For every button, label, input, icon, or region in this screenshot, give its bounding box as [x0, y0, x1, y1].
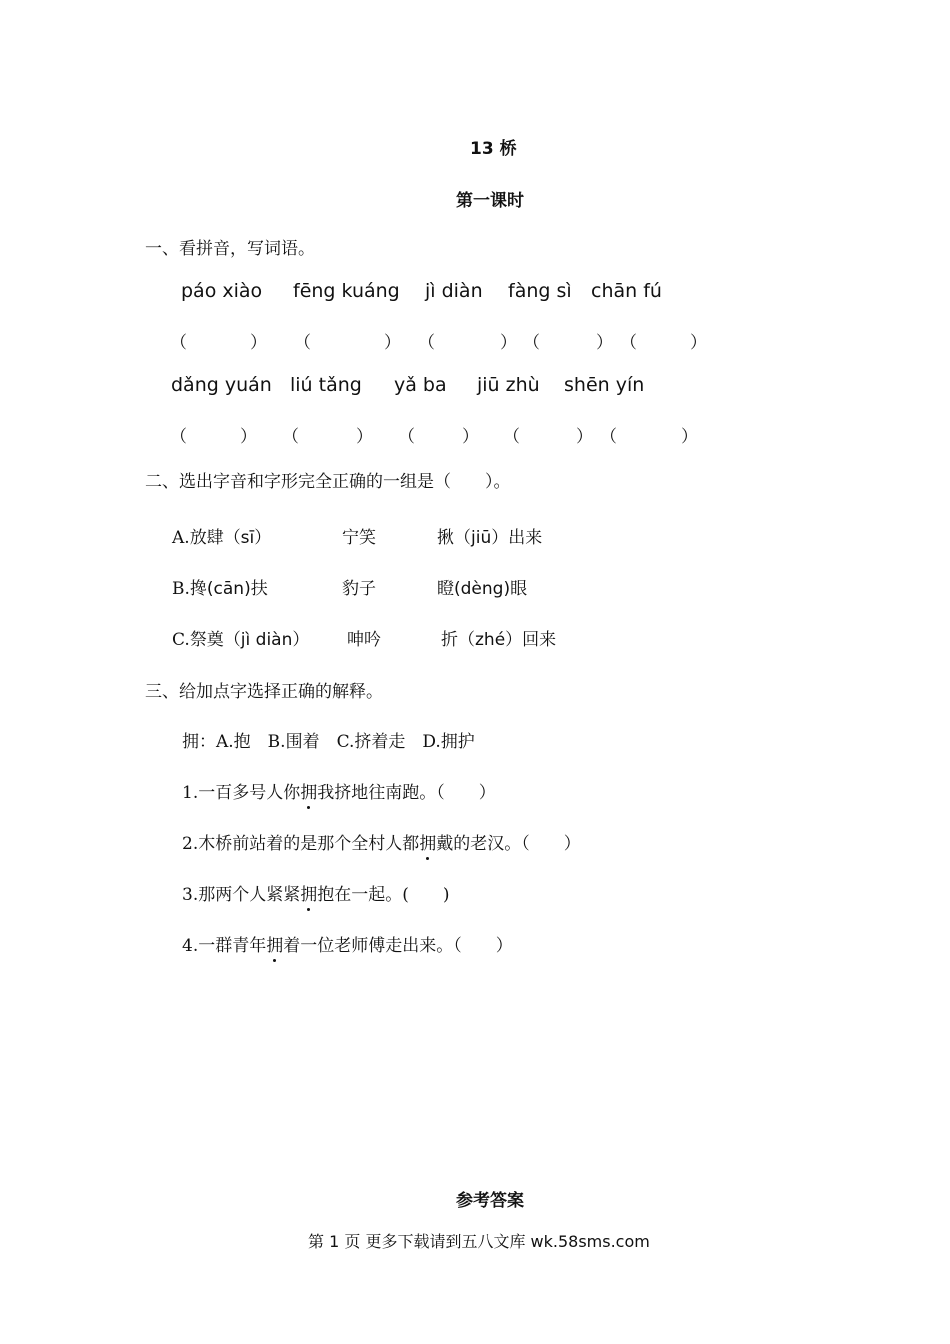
definition-list: 拥：A.抱 B.围着 C.挤着走 D.拥护 — [182, 732, 475, 752]
answer-blank-close: ） — [250, 333, 267, 353]
question-text: 2.木桥前站着的是那个全村人都 — [182, 834, 420, 854]
option-label: B. — [172, 579, 190, 599]
page-footer: 第 1 页 更多下载请到五八文库 wk.58sms.com — [308, 1232, 650, 1251]
option-word: 放肆 — [189, 528, 224, 548]
answer-blank-open: （ — [170, 427, 187, 447]
lesson-subtitle: 第一课时 — [456, 191, 524, 211]
answer-blank-open: （ — [294, 333, 311, 353]
answer-blank-close: ） — [500, 333, 517, 353]
option-word: 出来 — [508, 528, 543, 548]
option-word: 宁笑 — [342, 528, 376, 548]
answer-blank-close: ） — [690, 333, 707, 353]
answer-blank-close: ） — [356, 427, 373, 447]
question-text: 抱在一起。( ) — [317, 885, 450, 905]
question-item — [182, 931, 513, 956]
pinyin-item: chān fú — [591, 280, 662, 302]
answer-blank-close: ） — [384, 333, 401, 353]
question-text: 戴的老汉。（ ） — [436, 834, 581, 854]
option-word: 回来 — [522, 630, 557, 650]
question-item — [182, 829, 581, 854]
section1-heading: 一、看拼音，写词语。 — [145, 239, 315, 259]
pinyin-item: shēn yín — [564, 374, 645, 396]
option-word: 扶 — [250, 579, 268, 599]
option-b — [172, 574, 268, 599]
question-text: 3.那两个人紧紧 — [182, 885, 301, 905]
option-word: 豹子 — [342, 579, 376, 599]
answer-blank-open: （ — [503, 427, 520, 447]
option-word-group — [437, 523, 542, 548]
pinyin-item: fēng kuáng — [293, 280, 400, 302]
question-item — [182, 880, 450, 905]
answer-blank-close: ） — [681, 427, 698, 447]
answer-blank-open: （ — [398, 427, 415, 447]
question-text: 着一位老师傅走出来。（ ） — [283, 936, 513, 956]
pinyin-item: fàng sì — [508, 280, 572, 302]
pinyin-item: yǎ ba — [394, 374, 447, 396]
question-text: 1.一百多号人你 — [182, 783, 301, 803]
answer-blank-close: ） — [596, 333, 613, 353]
page-title: 13 桥 — [470, 139, 517, 159]
option-a — [172, 523, 271, 548]
pinyin-item: páo xiào — [181, 280, 263, 302]
answer-blank-close: ） — [576, 427, 593, 447]
dotted-character: 拥 — [300, 778, 317, 803]
dotted-character: 拥 — [266, 931, 283, 956]
section3-heading: 三、给加点字选择正确的解释。 — [145, 682, 383, 702]
answer-blank-open: （ — [523, 333, 540, 353]
answers-heading: 参考答案 — [456, 1191, 524, 1211]
option-pinyin: (dèng) — [454, 579, 511, 599]
pinyin-item: dǎng yuán — [171, 374, 272, 396]
answer-blank-open: （ — [170, 333, 187, 353]
option-word: 祭奠 — [189, 630, 224, 650]
option-word-group — [441, 625, 556, 650]
answer-blank-close: ） — [240, 427, 257, 447]
option-pinyin: （jiū） — [454, 528, 509, 548]
option-c — [172, 625, 309, 650]
question-item — [182, 778, 496, 803]
option-word-group — [437, 574, 527, 599]
dotted-character: 拥 — [419, 829, 436, 854]
answer-blank-open: （ — [282, 427, 299, 447]
option-label: A. — [172, 528, 190, 548]
option-pinyin: (cān) — [206, 579, 251, 599]
option-pinyin: （jì diàn） — [223, 630, 310, 650]
question-text: 4.一群青年 — [182, 936, 267, 956]
answer-blank-open: （ — [418, 333, 435, 353]
pinyin-item: liú tǎng — [290, 374, 362, 396]
question-text: 我挤地往南跑。（ ） — [317, 783, 496, 803]
option-word: 揪 — [437, 528, 454, 548]
option-label: C. — [172, 630, 190, 650]
option-word: 眼 — [510, 579, 528, 599]
pinyin-item: jì diàn — [425, 280, 483, 302]
answer-blank-close: ） — [462, 427, 479, 447]
answer-blank-open: （ — [600, 427, 617, 447]
option-pinyin: （sī） — [223, 528, 272, 548]
answer-blank-open: （ — [620, 333, 637, 353]
option-word: 搀 — [189, 579, 207, 599]
option-word: 呻吟 — [347, 630, 381, 650]
pinyin-item: jiū zhù — [477, 374, 540, 396]
dotted-character: 拥 — [300, 880, 317, 905]
option-word: 瞪 — [437, 579, 454, 599]
section2-heading: 二、选出字音和字形完全正确的一组是（ ）。 — [145, 472, 511, 492]
option-word: 折 — [441, 630, 458, 650]
option-pinyin: （zhé） — [458, 630, 523, 650]
